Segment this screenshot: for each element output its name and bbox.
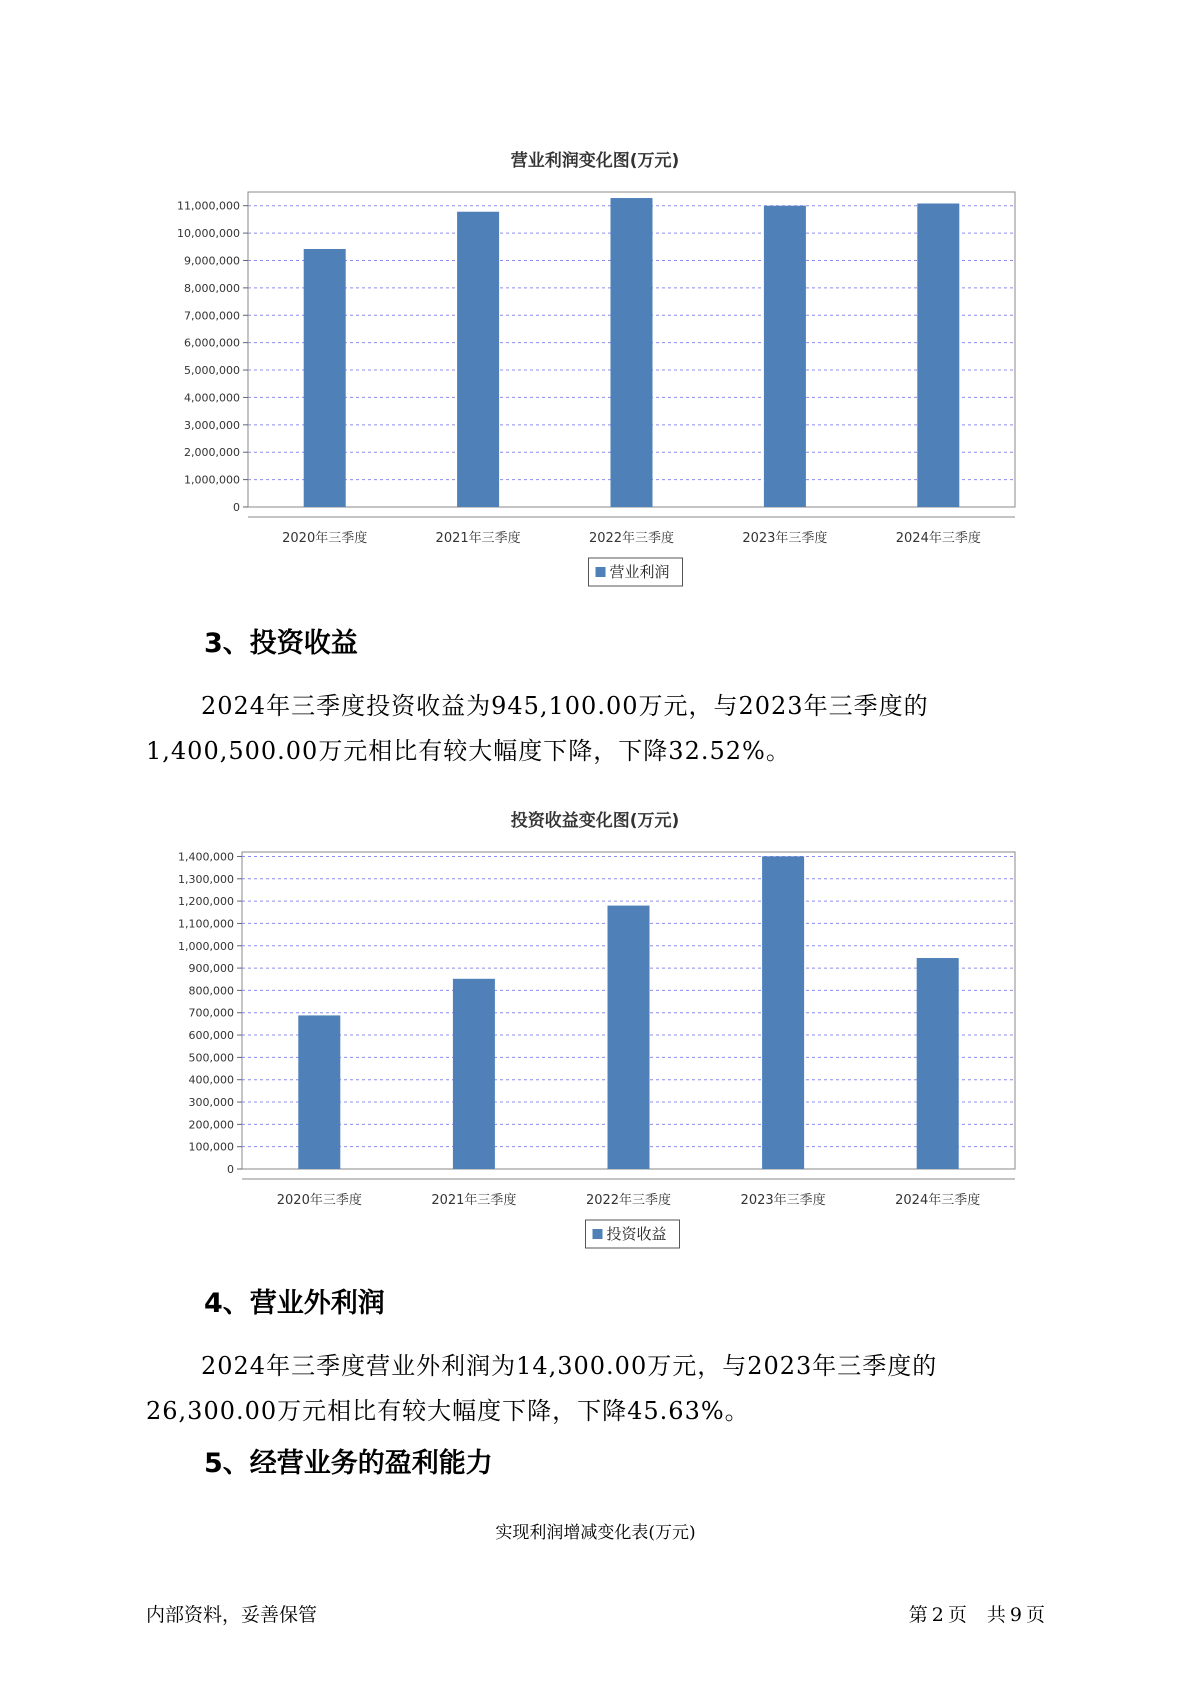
footer-page-indicator: [905, 1600, 1045, 1627]
investment-income-chart: [0, 800, 1191, 1260]
bar: [298, 1015, 340, 1169]
page-number: 2: [931, 1604, 944, 1626]
legend-swatch: [596, 567, 606, 577]
table-caption: 实现利润增减变化表(万元): [495, 1523, 696, 1543]
legend: [589, 558, 683, 586]
y-tick-label: 11,000,000: [177, 199, 240, 213]
bar: [453, 979, 495, 1169]
y-tick-label: 1,200,000: [178, 895, 234, 909]
x-category-label: 2024年三季度: [895, 1193, 981, 1208]
x-category-label: 2020年三季度: [276, 1193, 362, 1208]
y-tick-label: 6,000,000: [184, 336, 240, 350]
y-tick-label: 500,000: [188, 1051, 234, 1065]
x-category-label: 2024年三季度: [895, 531, 981, 546]
y-tick-label: 400,000: [188, 1073, 234, 1087]
y-tick-label: 0: [233, 501, 240, 514]
y-tick-label: 10,000,000: [177, 227, 240, 241]
legend-swatch: [593, 1229, 603, 1239]
bar: [608, 906, 650, 1169]
x-category-label: 2023年三季度: [740, 1193, 826, 1208]
non-operating-profit-paragraph: 2024年三季度营业外利润为14,300.00万元，与2023年三季度的26,300.00万元相比有较大幅度下降，下降45.63%。: [146, 1352, 938, 1425]
x-category-label: 2023年三季度: [742, 531, 828, 546]
operating-profit-chart-svg: [0, 140, 1191, 600]
y-tick-label: 300,000: [188, 1096, 234, 1110]
section-heading-operating-profitability: 5、经营业务的盈利能力: [204, 1448, 493, 1479]
y-tick-label: 200,000: [188, 1118, 234, 1132]
chart-title: 投资收益变化图(万元): [510, 811, 680, 831]
total-label-unit: 页: [1025, 1604, 1045, 1626]
chart-title: 营业利润变化图(万元): [510, 151, 680, 171]
y-tick-label: 0: [227, 1163, 234, 1176]
x-category-label: 2021年三季度: [431, 1193, 517, 1208]
investment-income-chart-svg: [0, 800, 1191, 1260]
footer-confidential-note: 内部资料，妥善保管: [146, 1604, 318, 1626]
y-tick-label: 1,100,000: [178, 917, 234, 931]
bar: [764, 206, 806, 507]
y-tick-label: 700,000: [188, 1006, 234, 1020]
section-heading-investment-income: 3、投资收益: [204, 628, 358, 659]
bar: [457, 212, 499, 507]
bar: [762, 856, 804, 1169]
x-category-label: 2020年三季度: [282, 531, 368, 546]
y-tick-label: 1,000,000: [184, 473, 240, 487]
y-tick-label: 8,000,000: [184, 281, 240, 295]
x-category-label: 2021年三季度: [435, 531, 521, 546]
page-label-unit: 页: [947, 1604, 967, 1626]
legend: [586, 1220, 680, 1248]
legend-label: 投资收益: [606, 1225, 667, 1243]
y-tick-label: 2,000,000: [184, 446, 240, 460]
total-pages: 9: [1009, 1604, 1022, 1626]
total-label-prefix: 共: [986, 1604, 1006, 1626]
investment-income-paragraph: 2024年三季度投资收益为945,100.00万元，与2023年三季度的1,400,500.00万元相比有较大幅度下降，下降32.52%。: [146, 692, 929, 765]
y-tick-label: 800,000: [188, 984, 234, 998]
operating-profit-chart: [0, 140, 1191, 600]
bar: [611, 198, 653, 507]
bar: [917, 958, 959, 1169]
section-heading-non-operating-profit: 4、营业外利润: [204, 1288, 385, 1319]
y-tick-label: 4,000,000: [184, 391, 240, 405]
y-tick-label: 5,000,000: [184, 364, 240, 378]
bar: [304, 249, 346, 507]
y-tick-label: 1,300,000: [178, 872, 234, 886]
y-tick-label: 7,000,000: [184, 309, 240, 323]
x-category-label: 2022年三季度: [585, 1193, 672, 1208]
y-tick-label: 1,000,000: [178, 939, 234, 953]
y-tick-label: 900,000: [188, 962, 234, 976]
y-tick-label: 9,000,000: [184, 254, 240, 268]
y-tick-label: 1,400,000: [178, 850, 234, 864]
y-tick-label: 100,000: [188, 1140, 234, 1154]
y-tick-label: 600,000: [188, 1029, 234, 1043]
page-label-prefix: 第: [908, 1604, 928, 1626]
x-category-label: 2022年三季度: [588, 531, 675, 546]
y-tick-label: 3,000,000: [184, 418, 240, 432]
bar: [917, 204, 959, 507]
legend-label: 营业利润: [609, 563, 670, 581]
